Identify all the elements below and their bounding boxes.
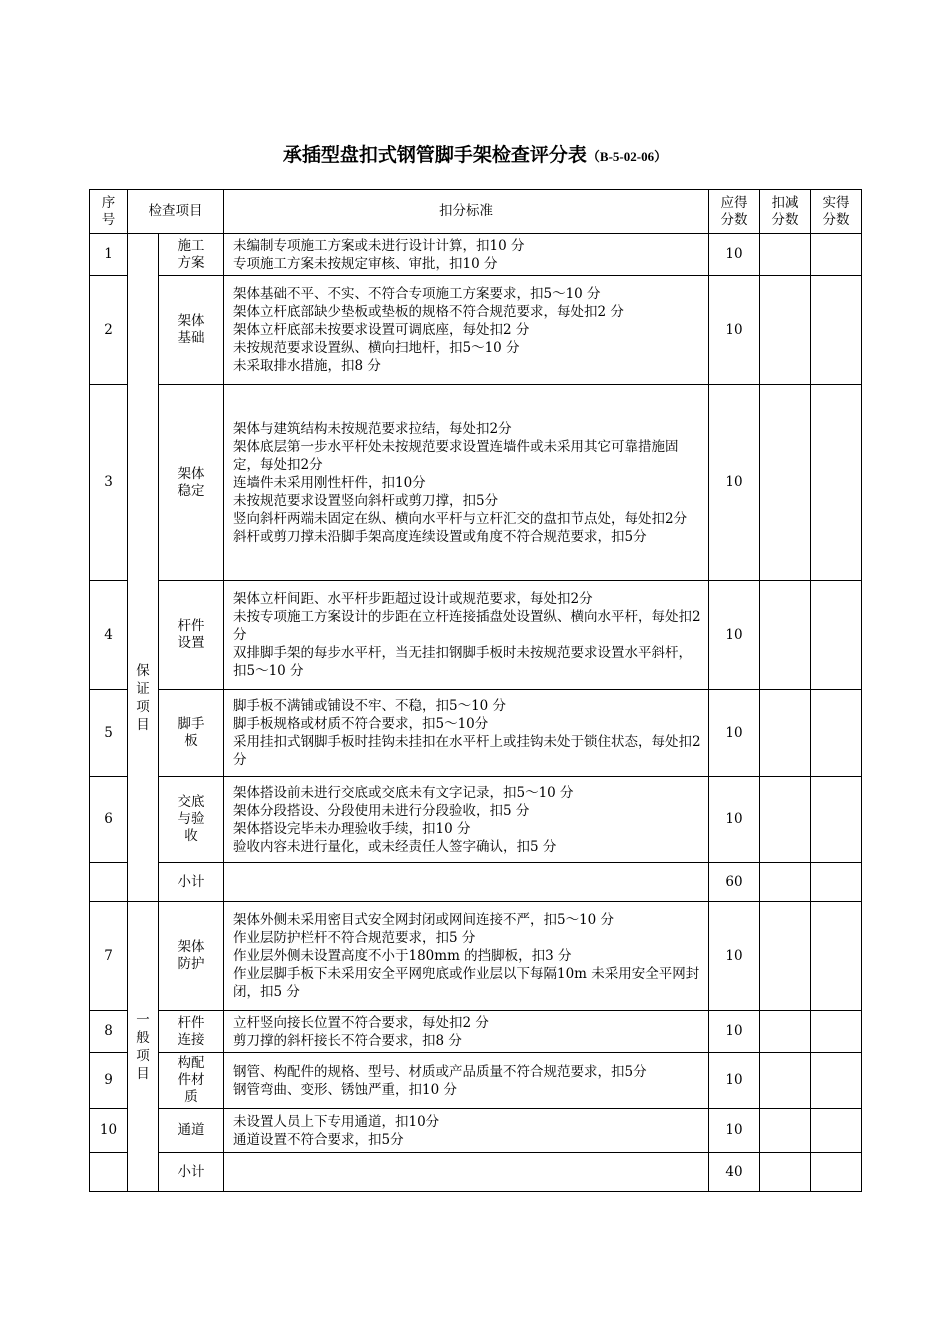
row-item: 小计 — [159, 863, 224, 902]
row-seq: 3 — [90, 385, 128, 581]
row-should-score: 10 — [709, 234, 760, 276]
row-seq — [90, 863, 128, 902]
row-criteria: 架体搭设前未进行交底或交底未有文字记录，扣5～10 分 架体分段搭设、分段使用未进行分段验收，扣5 分 架体搭设完毕未办理验收手续，扣10 分 验收内容未进行量化，或未经责任人签字确认，扣5 分 — [224, 777, 709, 863]
table-row — [90, 777, 862, 863]
subtotal-row — [90, 1153, 862, 1192]
row-item: 施工方案 — [159, 234, 224, 276]
title-code: （B-5-02-06） — [586, 149, 668, 164]
row-deduct-score[interactable] — [760, 385, 811, 581]
row-deduct-score[interactable] — [760, 690, 811, 777]
row-deduct-score[interactable] — [760, 276, 811, 385]
row-seq — [90, 1153, 128, 1192]
group-general: 一般项目 — [128, 902, 159, 1192]
row-seq: 8 — [90, 1011, 128, 1053]
group-guarantee: 保证项目 — [128, 234, 159, 902]
row-should-score: 10 — [709, 1053, 760, 1109]
subtotal-row — [90, 863, 862, 902]
row-actual-score[interactable] — [811, 1053, 862, 1109]
row-item: 架体防护 — [159, 902, 224, 1011]
row-deduct-score[interactable] — [760, 581, 811, 690]
row-should-score: 10 — [709, 777, 760, 863]
row-item: 交底与验收 — [159, 777, 224, 863]
table-row — [90, 581, 862, 690]
row-criteria: 架体基础不平、不实、不符合专项施工方案要求，扣5～10 分 架体立杆底部缺少垫板或垫板的规格不符合规范要求，每处扣2 分 架体立杆底部未按要求设置可调底座，每处扣2 分 未按规范要求设置纵、横向扫地杆，扣5～10 分 未采取排水措施，扣8 分 — [224, 276, 709, 385]
row-item: 杆件设置 — [159, 581, 224, 690]
header-seq: 序号 — [90, 190, 128, 234]
header-actual-score: 实得分数 — [811, 190, 862, 234]
row-seq: 10 — [90, 1109, 128, 1153]
row-seq: 1 — [90, 234, 128, 276]
row-criteria: 架体与建筑结构未按规范要求拉结，每处扣2分 架体底层第一步水平杆处未按规范要求设置连墙件或未采用其它可靠措施固定，每处扣2分 连墙件未采用刚性杆件，扣10分 未按规范要求设置竖向斜杆或剪刀撑，扣5分 竖向斜杆两端未固定在纵、横向水平杆与立杆汇交的盘扣节点处，每处扣2分 斜杆或剪刀撑未沿脚手架高度连续设置或角度不符合规范要求，扣5分 — [224, 385, 709, 581]
row-deduct-score[interactable] — [760, 1109, 811, 1153]
row-actual-score[interactable] — [811, 385, 862, 581]
row-criteria — [224, 1153, 709, 1192]
row-seq: 9 — [90, 1053, 128, 1109]
header-criteria: 扣分标准 — [224, 190, 709, 234]
row-should-score: 10 — [709, 690, 760, 777]
table-row — [90, 1011, 862, 1053]
table-row — [90, 276, 862, 385]
inspection-score-table — [89, 189, 862, 1192]
row-criteria — [224, 863, 709, 902]
table-row — [90, 902, 862, 1011]
row-actual-score[interactable] — [811, 777, 862, 863]
row-item: 构配件材质 — [159, 1053, 224, 1109]
row-criteria: 脚手板不满铺或铺设不牢、不稳，扣5～10 分 脚手板规格或材质不符合要求，扣5～10分 采用挂扣式钢脚手板时挂钩未挂扣在水平杆上或挂钩未处于锁住状态，每处扣2 分 — [224, 690, 709, 777]
row-deduct-score[interactable] — [760, 1153, 811, 1192]
row-should-score: 10 — [709, 902, 760, 1011]
row-item: 杆件连接 — [159, 1011, 224, 1053]
row-criteria: 架体外侧未采用密目式安全网封闭或网间连接不严，扣5～10 分 作业层防护栏杆不符合规范要求，扣5 分 作业层外侧未设置高度不小于180mm 的挡脚板，扣3 分 作业层脚手板下未采用安全平网兜底或作业层以下每隔10m 未采用安全平网封闭，扣5 分 — [224, 902, 709, 1011]
row-should-score: 10 — [709, 1011, 760, 1053]
row-actual-score[interactable] — [811, 1109, 862, 1153]
row-should-score: 40 — [709, 1153, 760, 1192]
row-seq: 6 — [90, 777, 128, 863]
row-seq: 2 — [90, 276, 128, 385]
row-should-score: 10 — [709, 581, 760, 690]
row-criteria: 架体立杆间距、水平杆步距超过设计或规范要求，每处扣2分 未按专项施工方案设计的步距在立杆连接插盘处设置纵、横向水平杆，每处扣2 分 双排脚手架的每步水平杆，当无挂扣钢脚手板时未按规范要求设置水平斜杆，扣5～10 分 — [224, 581, 709, 690]
row-deduct-score[interactable] — [760, 863, 811, 902]
row-actual-score[interactable] — [811, 690, 862, 777]
row-actual-score[interactable] — [811, 581, 862, 690]
header-should-score: 应得分数 — [709, 190, 760, 234]
row-criteria: 未编制专项施工方案或未进行设计计算，扣10 分 专项施工方案未按规定审核、审批，扣10 分 — [224, 234, 709, 276]
table-row — [90, 234, 862, 276]
table-row — [90, 1053, 862, 1109]
table-row — [90, 385, 862, 581]
row-actual-score[interactable] — [811, 1153, 862, 1192]
row-item: 架体稳定 — [159, 385, 224, 581]
row-actual-score[interactable] — [811, 902, 862, 1011]
table-header-row — [90, 190, 862, 234]
header-item: 检查项目 — [128, 190, 224, 234]
row-deduct-score[interactable] — [760, 234, 811, 276]
row-deduct-score[interactable] — [760, 1053, 811, 1109]
title-text: 承插型盘扣式钢管脚手架检查评分表 — [282, 144, 587, 166]
row-actual-score[interactable] — [811, 1011, 862, 1053]
row-item: 架体基础 — [159, 276, 224, 385]
row-actual-score[interactable] — [811, 234, 862, 276]
row-deduct-score[interactable] — [760, 777, 811, 863]
row-should-score: 10 — [709, 1109, 760, 1153]
row-criteria: 立杆竖向接长位置不符合要求，每处扣2 分 剪刀撑的斜杆接长不符合要求，扣8 分 — [224, 1011, 709, 1053]
row-should-score: 10 — [709, 385, 760, 581]
row-deduct-score[interactable] — [760, 902, 811, 1011]
row-item: 通道 — [159, 1109, 224, 1153]
row-criteria: 钢管、构配件的规格、型号、材质或产品质量不符合规范要求，扣5分 钢管弯曲、变形、锈蚀严重，扣10 分 — [224, 1053, 709, 1109]
row-actual-score[interactable] — [811, 276, 862, 385]
row-should-score: 10 — [709, 276, 760, 385]
row-seq: 7 — [90, 902, 128, 1011]
row-seq: 5 — [90, 690, 128, 777]
row-seq: 4 — [90, 581, 128, 690]
row-actual-score[interactable] — [811, 863, 862, 902]
header-deduct-score: 扣减分数 — [760, 190, 811, 234]
row-deduct-score[interactable] — [760, 1011, 811, 1053]
table-row — [90, 1109, 862, 1153]
row-criteria: 未设置人员上下专用通道，扣10分 通道设置不符合要求，扣5分 — [224, 1109, 709, 1153]
row-item: 小计 — [159, 1153, 224, 1192]
document-title — [0, 140, 950, 167]
row-should-score: 60 — [709, 863, 760, 902]
row-item: 脚手板 — [159, 690, 224, 777]
table-row — [90, 690, 862, 777]
